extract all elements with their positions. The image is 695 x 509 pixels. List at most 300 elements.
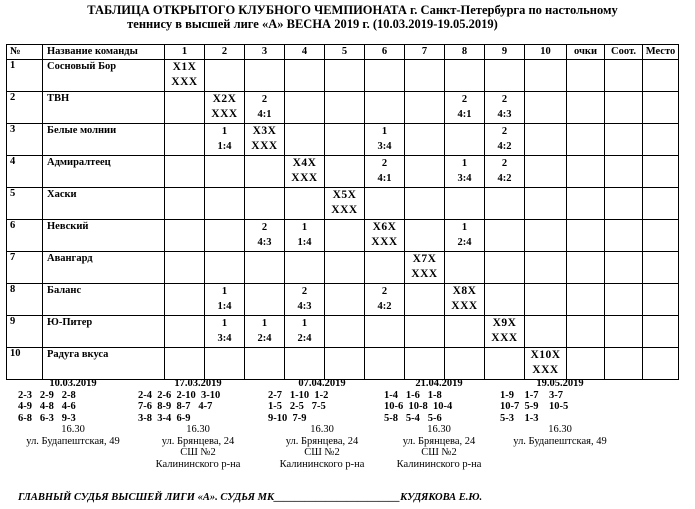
- cell-line-top: 2: [261, 94, 268, 105]
- result-cell: [525, 60, 567, 92]
- result-cell: [405, 348, 445, 380]
- cell-line-bottom: [405, 75, 444, 90]
- cell-line-top: 1: [461, 158, 468, 169]
- cell-line-top: [405, 60, 444, 75]
- cell-line-top: [605, 188, 642, 203]
- cell-line-bottom: [605, 235, 642, 250]
- schedule-pairs: 4-9 4-8 4-6: [18, 401, 76, 412]
- result-cell: [205, 156, 245, 188]
- ratio-cell: [605, 188, 643, 220]
- cell-line-top: [285, 60, 324, 75]
- cell-line-top: [605, 220, 642, 235]
- result-cell: [445, 188, 485, 220]
- cell-line-bottom: [245, 75, 284, 90]
- result-cell: [445, 60, 485, 92]
- schedule-day: [384, 378, 494, 470]
- cell-line-top: [205, 156, 244, 171]
- result-cell: [525, 124, 567, 156]
- result-cell: [245, 124, 285, 156]
- cell-line-top: [285, 348, 324, 363]
- cell-line-bottom: [605, 299, 642, 314]
- cell-line-top: [285, 124, 324, 139]
- cell-line-bottom: XXX: [331, 204, 358, 216]
- result-cell: [165, 188, 205, 220]
- cell-line-bottom: [605, 203, 642, 218]
- result-cell: [365, 316, 405, 348]
- header-points: очки: [567, 45, 605, 60]
- place-cell: [643, 252, 679, 284]
- cell-line-bottom: [643, 331, 678, 346]
- schedule-pairs: 3-8 3-4 6-9: [138, 412, 191, 424]
- cell-line-top: [165, 124, 204, 139]
- result-cell: [205, 284, 245, 316]
- cell-line-bottom: [567, 235, 604, 250]
- cell-line-bottom: [205, 267, 244, 282]
- cell-line-bottom: [325, 75, 364, 90]
- schedule-time: 16.30: [61, 424, 85, 435]
- ratio-cell: [605, 284, 643, 316]
- schedule-time: 16.30: [186, 424, 210, 435]
- cell-line-bottom: 3:4: [377, 141, 392, 152]
- cell-line-top: [365, 252, 404, 267]
- result-cell: [525, 92, 567, 124]
- result-cell: [365, 188, 405, 220]
- schedule-pairs: 1-5 2-5 7-5: [268, 401, 326, 412]
- result-cell: [325, 316, 365, 348]
- result-cell: [525, 220, 567, 252]
- points-cell: [567, 316, 605, 348]
- cell-line-top: [365, 348, 404, 363]
- cell-line-top: [567, 348, 604, 363]
- result-cell: [405, 92, 445, 124]
- result-cell: [525, 188, 567, 220]
- row-number: 1: [7, 60, 43, 92]
- result-cell: [525, 156, 567, 188]
- cell-line-bottom: [485, 363, 524, 378]
- cell-line-top: [525, 92, 566, 107]
- cell-line-top: [643, 252, 678, 267]
- cell-line-top: [525, 220, 566, 235]
- result-cell: [205, 316, 245, 348]
- cell-line-bottom: [325, 235, 364, 250]
- result-cell: [485, 348, 525, 380]
- result-cell: [445, 220, 485, 252]
- cell-line-bottom: [205, 203, 244, 218]
- schedule-pairs: 7-6 8-9 8-7 4-7: [138, 401, 213, 412]
- schedule-pairs: 1-9 1-7 3-7: [500, 389, 563, 401]
- cell-line-bottom: [365, 363, 404, 378]
- cell-line-bottom: [405, 299, 444, 314]
- cell-line-bottom: 4:2: [497, 141, 512, 152]
- cell-line-bottom: XXX: [211, 108, 238, 120]
- result-cell: [325, 220, 365, 252]
- row-number: 8: [7, 284, 43, 316]
- result-cell: [165, 124, 205, 156]
- result-cell: [445, 316, 485, 348]
- cell-line-top: [445, 316, 484, 331]
- result-cell: [405, 252, 445, 284]
- place-cell: [643, 92, 679, 124]
- cell-line-top: X4X: [292, 157, 317, 169]
- cell-line-bottom: [205, 171, 244, 186]
- schedule-venue: СШ №2: [180, 447, 216, 458]
- cell-line-top: [643, 284, 678, 299]
- cell-line-top: [485, 220, 524, 235]
- document-title: [0, 3, 695, 31]
- cell-line-top: [525, 60, 566, 75]
- cell-line-top: [405, 124, 444, 139]
- cell-line-top: [567, 156, 604, 171]
- schedule-time: 16.30: [427, 424, 451, 435]
- result-cell: [365, 252, 405, 284]
- place-cell: [643, 348, 679, 380]
- cell-line-bottom: [567, 75, 604, 90]
- result-cell: [165, 60, 205, 92]
- schedule-venue: ул. Брянцева, 24: [402, 435, 476, 447]
- cell-line-bottom: 4:1: [257, 109, 272, 120]
- team-name: Белые молнии: [43, 124, 165, 156]
- result-cell: [485, 156, 525, 188]
- cell-line-bottom: 3:4: [217, 333, 232, 344]
- cell-line-bottom: [605, 107, 642, 122]
- header-col-7: 7: [405, 45, 445, 60]
- cell-line-bottom: [285, 139, 324, 154]
- cell-line-top: X8X: [452, 285, 477, 297]
- cell-line-bottom: [245, 171, 284, 186]
- schedule-date: 21.04.2019: [415, 378, 463, 389]
- cell-line-top: [525, 188, 566, 203]
- cell-line-top: [485, 284, 524, 299]
- schedule-day: [138, 378, 258, 470]
- schedule-date: 17.03.2019: [174, 378, 222, 389]
- cell-line-bottom: [525, 235, 566, 250]
- result-cell: [445, 348, 485, 380]
- cell-line-top: [485, 348, 524, 363]
- cell-line-top: 1: [301, 318, 308, 329]
- cell-line-top: [567, 60, 604, 75]
- schedule-pairs: 5-8 5-4 5-6: [384, 412, 442, 424]
- cell-line-bottom: [405, 107, 444, 122]
- cell-line-bottom: [325, 331, 364, 346]
- ratio-cell: [605, 252, 643, 284]
- schedule-venue: Калининского р-на: [279, 458, 365, 470]
- place-cell: [643, 284, 679, 316]
- team-name: Невский: [43, 220, 165, 252]
- cell-line-top: [405, 188, 444, 203]
- cell-line-top: [567, 124, 604, 139]
- cell-line-bottom: [365, 267, 404, 282]
- cell-line-top: X9X: [492, 317, 517, 329]
- cell-line-top: 1: [261, 318, 268, 329]
- table-row: [7, 124, 679, 156]
- cell-line-top: [567, 220, 604, 235]
- cell-line-top: [205, 60, 244, 75]
- cell-line-top: X5X: [332, 189, 357, 201]
- result-cell: [325, 156, 365, 188]
- cell-line-top: [365, 60, 404, 75]
- schedule-venue: Калининского р-на: [396, 458, 482, 470]
- cell-line-bottom: [325, 139, 364, 154]
- schedule-venue: ул. Будапештская, 49: [513, 435, 607, 447]
- cell-line-bottom: [445, 75, 484, 90]
- cell-line-top: [643, 156, 678, 171]
- result-cell: [485, 60, 525, 92]
- place-cell: [643, 220, 679, 252]
- cell-line-top: 2: [501, 94, 508, 105]
- result-cell: [485, 316, 525, 348]
- cell-line-top: [165, 92, 204, 107]
- cell-line-bottom: 3:4: [457, 173, 472, 184]
- result-cell: [245, 316, 285, 348]
- cell-line-bottom: [285, 267, 324, 282]
- cell-line-bottom: [485, 267, 524, 282]
- header-col-10: 10: [525, 45, 567, 60]
- cell-line-bottom: [245, 203, 284, 218]
- row-number: 9: [7, 316, 43, 348]
- cell-line-bottom: [165, 203, 204, 218]
- cell-line-top: X6X: [372, 221, 397, 233]
- cell-line-bottom: [643, 235, 678, 250]
- row-number: 10: [7, 348, 43, 380]
- cell-line-top: [445, 188, 484, 203]
- cell-line-top: 2: [501, 158, 508, 169]
- cell-line-top: [165, 220, 204, 235]
- row-number: 2: [7, 92, 43, 124]
- cell-line-top: [567, 284, 604, 299]
- cell-line-bottom: [165, 267, 204, 282]
- schedule-pairs: 1-4 1-6 1-8: [384, 389, 442, 401]
- cell-line-top: 2: [461, 94, 468, 105]
- header-col-3: 3: [245, 45, 285, 60]
- cell-line-bottom: [643, 267, 678, 282]
- cell-line-top: [325, 60, 364, 75]
- cell-line-bottom: [567, 139, 604, 154]
- result-cell: [485, 92, 525, 124]
- result-cell: [245, 220, 285, 252]
- result-cell: [525, 348, 567, 380]
- cell-line-top: [245, 156, 284, 171]
- header-number: №: [7, 45, 43, 60]
- schedule-date: 07.04.2019: [298, 378, 346, 389]
- result-cell: [205, 124, 245, 156]
- cell-line-bottom: 2:4: [257, 333, 272, 344]
- cell-line-bottom: XXX: [491, 332, 518, 344]
- table-row: [7, 60, 679, 92]
- ratio-cell: [605, 156, 643, 188]
- cell-line-bottom: [525, 75, 566, 90]
- cell-line-bottom: [165, 171, 204, 186]
- cell-line-bottom: [445, 363, 484, 378]
- cell-line-top: 1: [301, 222, 308, 233]
- result-cell: [365, 92, 405, 124]
- header-col-1: 1: [165, 45, 205, 60]
- cell-line-bottom: [605, 267, 642, 282]
- cell-line-top: [365, 188, 404, 203]
- cell-line-top: [245, 60, 284, 75]
- result-cell: [365, 220, 405, 252]
- cell-line-bottom: XXX: [251, 140, 278, 152]
- result-cell: [205, 60, 245, 92]
- cell-line-bottom: [485, 299, 524, 314]
- header-col-5: 5: [325, 45, 365, 60]
- result-cell: [245, 284, 285, 316]
- cell-line-bottom: [567, 203, 604, 218]
- cell-line-bottom: XXX: [171, 76, 198, 88]
- cell-line-top: [405, 284, 444, 299]
- cell-line-bottom: [285, 75, 324, 90]
- cell-line-top: [445, 124, 484, 139]
- cell-line-top: [165, 284, 204, 299]
- cell-line-top: [567, 188, 604, 203]
- result-cell: [365, 60, 405, 92]
- table-row: [7, 92, 679, 124]
- cell-line-bottom: [205, 75, 244, 90]
- cell-line-bottom: [525, 331, 566, 346]
- result-cell: [285, 252, 325, 284]
- table-row: [7, 316, 679, 348]
- result-cell: [285, 60, 325, 92]
- cell-line-top: 1: [221, 126, 228, 137]
- team-name: Баланс: [43, 284, 165, 316]
- cell-line-bottom: [525, 139, 566, 154]
- cell-line-top: 2: [381, 158, 388, 169]
- cell-line-bottom: [165, 107, 204, 122]
- cell-line-top: [325, 316, 364, 331]
- cell-line-bottom: 4:3: [297, 301, 312, 312]
- header-ratio: Соот.: [605, 45, 643, 60]
- result-cell: [325, 348, 365, 380]
- cell-line-bottom: [405, 363, 444, 378]
- cell-line-bottom: [365, 331, 404, 346]
- cell-line-bottom: [365, 203, 404, 218]
- cell-line-top: X1X: [172, 61, 197, 73]
- cell-line-top: [485, 252, 524, 267]
- cell-line-bottom: 2:4: [457, 237, 472, 248]
- cell-line-bottom: [165, 363, 204, 378]
- result-cell: [445, 92, 485, 124]
- result-cell: [245, 156, 285, 188]
- schedule-pairs: 9-10 7-9: [268, 412, 307, 424]
- cell-line-bottom: 1:4: [297, 237, 312, 248]
- cell-line-top: [325, 252, 364, 267]
- row-number: 4: [7, 156, 43, 188]
- table-row: [7, 188, 679, 220]
- standings-table: [6, 44, 679, 380]
- cell-line-bottom: [643, 203, 678, 218]
- cell-line-top: [325, 92, 364, 107]
- result-cell: [285, 348, 325, 380]
- schedule-time: 16.30: [548, 424, 572, 435]
- cell-line-top: [445, 348, 484, 363]
- result-cell: [165, 220, 205, 252]
- cell-line-bottom: [325, 171, 364, 186]
- result-cell: [365, 124, 405, 156]
- result-cell: [245, 188, 285, 220]
- cell-line-top: [245, 348, 284, 363]
- team-name: Радуга вкуса: [43, 348, 165, 380]
- result-cell: [165, 348, 205, 380]
- cell-line-top: [245, 252, 284, 267]
- cell-line-top: [643, 188, 678, 203]
- ratio-cell: [605, 220, 643, 252]
- result-cell: [285, 124, 325, 156]
- ratio-cell: [605, 60, 643, 92]
- cell-line-bottom: [643, 107, 678, 122]
- cell-line-top: [605, 124, 642, 139]
- cell-line-top: [405, 220, 444, 235]
- cell-line-bottom: [567, 267, 604, 282]
- result-cell: [285, 220, 325, 252]
- result-cell: [165, 92, 205, 124]
- result-cell: [325, 92, 365, 124]
- cell-line-top: [567, 316, 604, 331]
- schedule-venue: СШ №2: [304, 447, 340, 458]
- cell-line-bottom: 1:4: [217, 301, 232, 312]
- cell-line-top: [525, 124, 566, 139]
- cell-line-top: [165, 188, 204, 203]
- cell-line-top: [643, 220, 678, 235]
- cell-line-top: [205, 348, 244, 363]
- result-cell: [285, 316, 325, 348]
- cell-line-top: [405, 92, 444, 107]
- cell-line-top: [165, 156, 204, 171]
- table-row: [7, 252, 679, 284]
- cell-line-bottom: [605, 363, 642, 378]
- cell-line-bottom: 4:3: [497, 109, 512, 120]
- cell-line-top: [325, 348, 364, 363]
- cell-line-bottom: [445, 203, 484, 218]
- cell-line-top: [365, 92, 404, 107]
- cell-line-bottom: 4:1: [457, 109, 472, 120]
- schedule-pairs: 10-6 10-8 10-4: [384, 401, 453, 412]
- result-cell: [445, 284, 485, 316]
- cell-line-bottom: [605, 331, 642, 346]
- cell-line-top: [605, 348, 642, 363]
- cell-line-bottom: [245, 299, 284, 314]
- cell-line-top: [445, 252, 484, 267]
- chief-judge-signature-line: ГЛАВНЫЙ СУДЬЯ ВЫСШЕЙ ЛИГИ «А». СУДЬЯ МК________________________КУДЯКОВА Е.Ю.: [18, 492, 483, 503]
- row-number: 5: [7, 188, 43, 220]
- result-cell: [325, 60, 365, 92]
- row-number: 7: [7, 252, 43, 284]
- cell-line-bottom: [485, 75, 524, 90]
- header-col-4: 4: [285, 45, 325, 60]
- place-cell: [643, 60, 679, 92]
- cell-line-top: [525, 252, 566, 267]
- schedule-day: [268, 378, 376, 470]
- result-cell: [485, 124, 525, 156]
- result-cell: [205, 348, 245, 380]
- title-line-1: ТАБЛИЦА ОТКРЫТОГО КЛУБНОГО ЧЕМПИОНАТА г. Санкт-Петербурга по настольному: [87, 3, 618, 17]
- cell-line-bottom: XXX: [371, 236, 398, 248]
- team-name: Ю-Питер: [43, 316, 165, 348]
- cell-line-bottom: [485, 203, 524, 218]
- cell-line-top: [605, 316, 642, 331]
- cell-line-top: [405, 316, 444, 331]
- cell-line-bottom: [525, 171, 566, 186]
- result-cell: [405, 284, 445, 316]
- cell-line-top: [165, 348, 204, 363]
- cell-line-bottom: [643, 299, 678, 314]
- cell-line-bottom: XXX: [451, 300, 478, 312]
- cell-line-bottom: XXX: [532, 364, 559, 376]
- cell-line-top: [643, 316, 678, 331]
- points-cell: [567, 348, 605, 380]
- row-number: 3: [7, 124, 43, 156]
- result-cell: [245, 92, 285, 124]
- result-cell: [485, 252, 525, 284]
- cell-line-top: [205, 252, 244, 267]
